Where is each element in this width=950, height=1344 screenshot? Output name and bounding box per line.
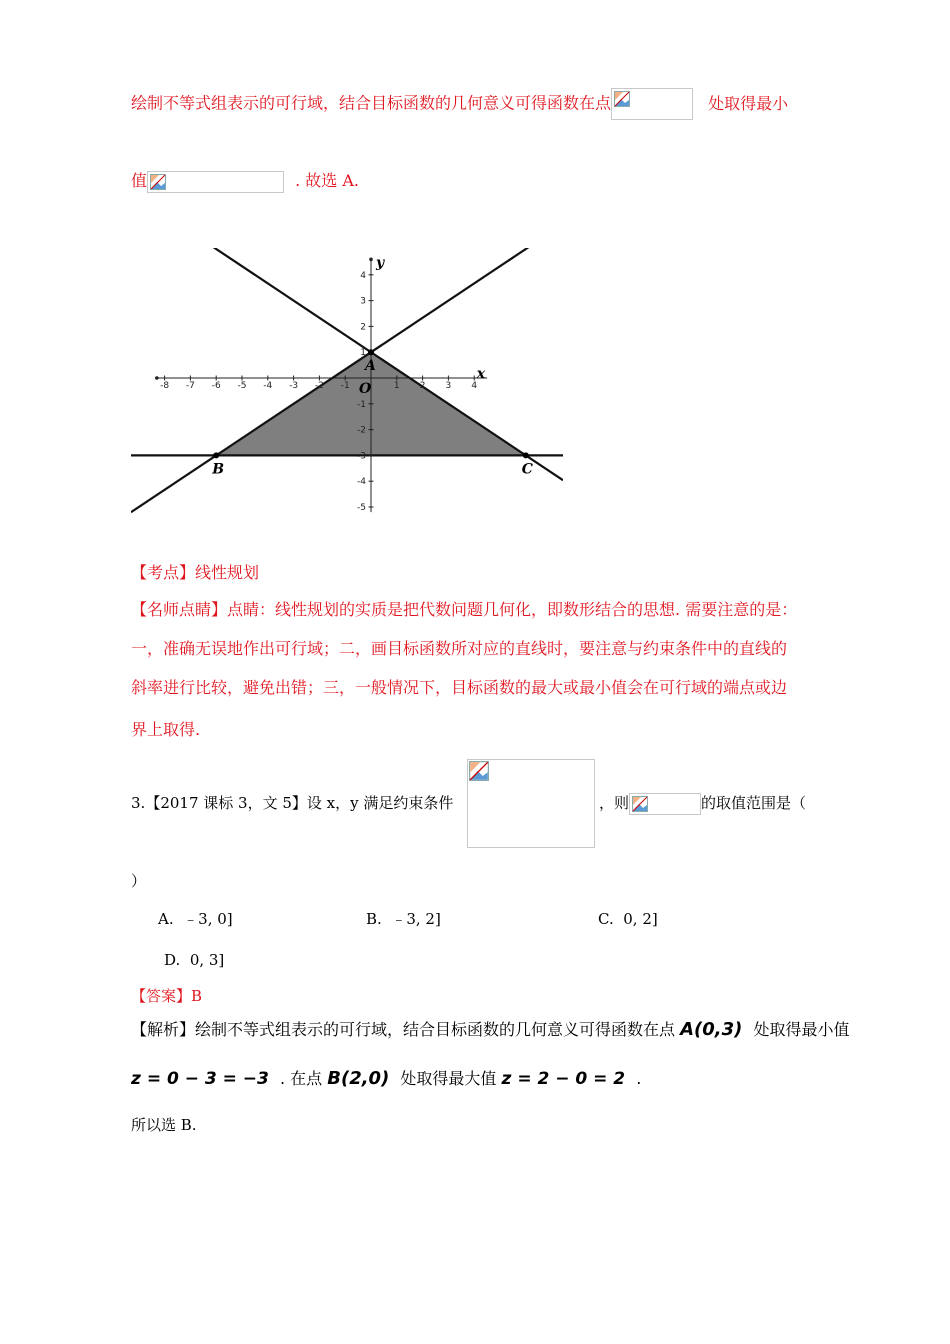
analysis-conclusion: 所以选 B.: [131, 1116, 197, 1134]
question-line-right: [599, 792, 806, 815]
objective-function-image: [629, 793, 701, 815]
broken-image-icon: [150, 174, 166, 190]
option-b-label: B.: [366, 910, 382, 928]
y-axis-label: y: [376, 255, 385, 272]
question-mid: ，则: [599, 794, 630, 812]
y-tick-label: 2: [360, 322, 366, 333]
option-b[interactable]: [366, 909, 441, 929]
option-c[interactable]: [598, 909, 658, 929]
intro-line-2: [131, 170, 359, 193]
x-tick-label: -4: [263, 381, 273, 391]
intro-line-1: [131, 88, 788, 120]
intro-text-1: 绘制不等式组表示的可行域，结合目标函数的几何意义可得函数在点: [131, 93, 612, 113]
y-tick-label: -3: [357, 451, 366, 462]
formula-image-min-value: [147, 171, 284, 193]
question-post: 的取值范围是（: [701, 794, 807, 812]
origin-label: O: [359, 381, 372, 397]
analysis-line-2: [131, 1068, 641, 1090]
x-tick-label: -3: [289, 381, 299, 391]
y-tick-label: 1: [360, 348, 366, 359]
x-tick-label: -7: [185, 381, 195, 391]
x-tick-label: -8: [160, 381, 170, 391]
z-min-formula: z = 0 − 3 = −3: [131, 1069, 269, 1089]
question-number: 3.: [131, 794, 146, 812]
mingshi-line-4: [131, 719, 200, 741]
mingshi-text-3: 斜率进行比较，避免出错；三，一般情况下，目标函数的最大或最小值会在可行域的端点或边: [131, 678, 788, 697]
x-axis-label: x: [476, 366, 486, 382]
question-pre: 设 x，y 满足约束条件: [306, 794, 454, 812]
x-tick-label: 3: [445, 381, 452, 391]
question-close: ）: [131, 872, 147, 890]
kaodian-tag: 【考点】: [131, 563, 196, 582]
analysis-line-1: [131, 1019, 850, 1041]
mingshi-line-1: [131, 599, 797, 621]
analysis-text-4: 处取得最大值: [400, 1069, 497, 1088]
x-tick-label: 2: [419, 381, 426, 391]
point-b-formula: B(2,0): [327, 1068, 390, 1089]
mingshi-line-2: [131, 638, 787, 660]
y-tick-label: 4: [360, 270, 366, 281]
feasible-region-graph: [131, 248, 563, 520]
broken-image-icon: [632, 796, 648, 812]
option-c-text: 0, 2]: [623, 910, 658, 928]
vertex-point: [368, 349, 374, 355]
question-line: [131, 792, 453, 814]
y-tick-label: -1: [357, 399, 366, 410]
option-b-text: ﹣3, 2]: [391, 910, 441, 928]
analysis-text-2: 处取得最小值: [753, 1020, 850, 1039]
constraint-system-image: [467, 759, 595, 848]
intro-text-4: . 故选 A.: [295, 171, 360, 190]
broken-image-icon: [469, 761, 489, 781]
x-tick-label: -2: [314, 381, 324, 391]
mingshi-tag: 【名师点睛】: [131, 600, 228, 619]
answer-tag: 【答案】: [131, 987, 192, 1005]
option-c-label: C.: [598, 910, 614, 928]
kaodian-line: [131, 562, 259, 584]
option-d[interactable]: [164, 950, 224, 970]
mingshi-text-4: 界上取得.: [131, 720, 201, 739]
vertex-point: [523, 452, 529, 458]
kaodian-text: 线性规划: [195, 563, 260, 582]
x-tick-label: -1: [340, 381, 350, 391]
y-tick-label: 3: [360, 296, 366, 307]
broken-image-icon: [614, 91, 630, 107]
option-a[interactable]: [158, 909, 233, 929]
option-a-label: A.: [158, 910, 174, 928]
intro-text-2: 处取得最小: [708, 93, 789, 113]
analysis-text-1: 绘制不等式组表示的可行域，结合目标函数的几何意义可得函数在点: [195, 1020, 676, 1039]
analysis-text-5: .: [636, 1069, 642, 1088]
z-max-formula: z = 2 − 0 = 2: [501, 1069, 626, 1089]
x-axis-start-dot: [155, 376, 159, 380]
vertex-label: A: [365, 358, 376, 375]
option-d-label: D.: [164, 951, 181, 969]
vertex-label: B: [212, 461, 225, 478]
y-axis-end-dot: [369, 258, 373, 262]
option-d-text: 0, 3]: [189, 951, 225, 969]
formula-image-point: [611, 88, 693, 120]
x-tick-label: 1: [393, 381, 400, 391]
mingshi-line-3: [131, 677, 787, 699]
y-tick-label: -4: [357, 477, 366, 488]
answer-line: [131, 985, 202, 1007]
question-source: 【2017 课标 3，文 5】: [145, 794, 307, 812]
mingshi-text-2: 一，准确无误地作出可行域；二，画目标函数所对应的直线时，要注意与约束条件中的直线的: [131, 639, 788, 658]
analysis-text-3: . 在点: [279, 1069, 323, 1088]
x-tick-label: -5: [237, 381, 247, 391]
answer-value: B: [191, 987, 203, 1005]
mingshi-text-1: 点睛：线性规划的实质是把代数问题几何化，即数形结合的思想. 需要注意的是：: [227, 600, 798, 619]
x-tick-label: 4: [471, 381, 478, 391]
y-tick-label: -2: [357, 425, 366, 436]
point-a-formula: A(0,3): [680, 1019, 743, 1040]
analysis-tag: 【解析】: [131, 1020, 196, 1039]
vertex-point: [213, 452, 219, 458]
option-a-text: ﹣3, 0]: [183, 910, 233, 928]
intro-text-3: 值: [131, 171, 148, 190]
vertex-label: C: [521, 461, 533, 478]
x-tick-label: -6: [211, 381, 221, 391]
y-tick-label: -5: [357, 503, 366, 513]
